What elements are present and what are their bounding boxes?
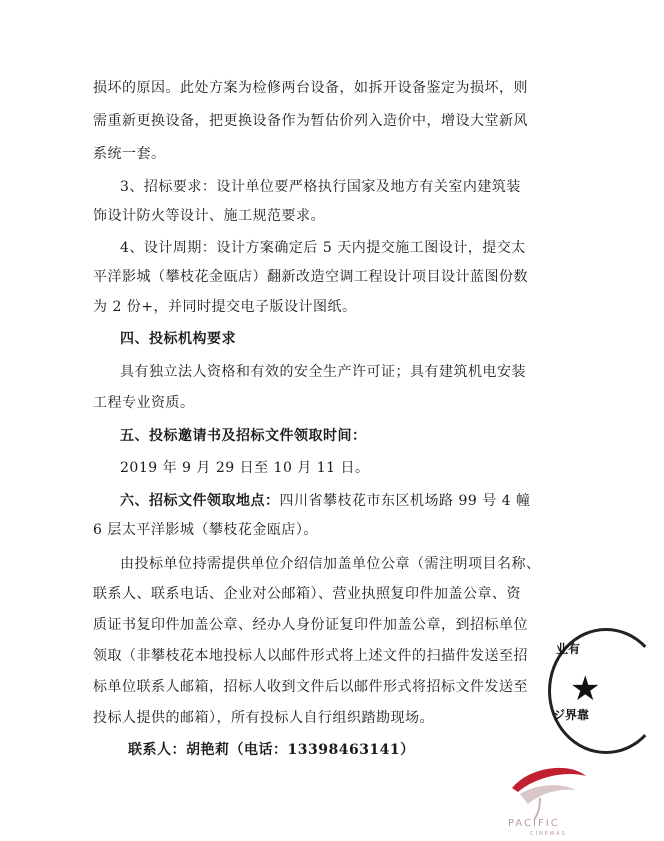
para-line-1: 损坏的原因。此处方案为检修两台设备，如拆开设备鉴定为损坏，则 <box>93 80 528 96</box>
para-line-6: 4、设计周期：设计方案确定后 5 天内提交施工图设计，提交太 <box>120 240 526 256</box>
address-line-2: 6 层太平洋影城（攀枝花金瓯店）。 <box>93 522 318 538</box>
date-range: 2019 年 9 月 29 日至 10 月 11 日。 <box>120 460 370 476</box>
para-line-16: 投标人提供的邮箱），所有投标人自行组织踏勘现场。 <box>93 710 434 726</box>
para-line-5: 饰设计防火等设计、施工规范要求。 <box>93 208 325 224</box>
seal-text-bottom: ジ界靠 <box>553 708 590 722</box>
para-line-3: 系统一套。 <box>93 146 166 162</box>
logo-sub-text: CINEMAS <box>530 831 567 837</box>
address-line-1: 四川省攀枝花市东区机场路 99 号 4 幢 <box>279 493 531 509</box>
section-6-row <box>120 491 531 511</box>
para-line-12: 联系人、联系电话、企业对公邮箱）、营业执照复印件加盖公章、资 <box>93 586 521 602</box>
para-line-9: 具有独立法人资格和有效的安全生产许可证；具有建筑机电安装 <box>120 364 526 380</box>
para-line-4: 3、招标要求：设计单位要严格执行国家及地方有关室内建筑装 <box>120 179 521 195</box>
para-line-7: 平洋影城（攀枝花金瓯店）翻新改造空调工程设计项目设计蓝图份数 <box>93 269 528 285</box>
para-line-11: 由投标单位持需提供单位介绍信加盖单位公章（需注明项目名称、 <box>120 556 541 572</box>
para-line-8: 为 2 份+，并同时提交电子版设计图纸。 <box>93 299 357 315</box>
seal-text-top: 业有 <box>556 642 581 656</box>
logo-brand-text: PACIFIC <box>508 818 560 829</box>
section-heading-4: 四、投标机构要求 <box>120 331 236 347</box>
para-line-14: 领取（非攀枝花本地投标人以邮件形式将上述文件的扫描件发送至招 <box>93 648 528 664</box>
para-line-10: 工程专业资质。 <box>93 395 195 411</box>
seal-star-icon: ★ <box>570 669 601 709</box>
para-line-2: 需重新更换设备，把更换设备作为暂估价列入造价中，增设大堂新风 <box>93 113 528 129</box>
contact-line: 联系人：胡艳莉（电话：13398463141） <box>128 742 415 758</box>
para-line-13: 质证书复印件加盖公章、经办人身份证复印件加盖公章，到招标单位 <box>93 617 528 633</box>
section-heading-6: 六、招标文件领取地点： <box>120 493 280 509</box>
section-heading-5: 五、投标邀请书及招标文件领取时间： <box>120 428 367 444</box>
para-line-15: 标单位联系人邮箱，招标人收到文件后以邮件形式将招标文件发送至 <box>93 679 528 695</box>
